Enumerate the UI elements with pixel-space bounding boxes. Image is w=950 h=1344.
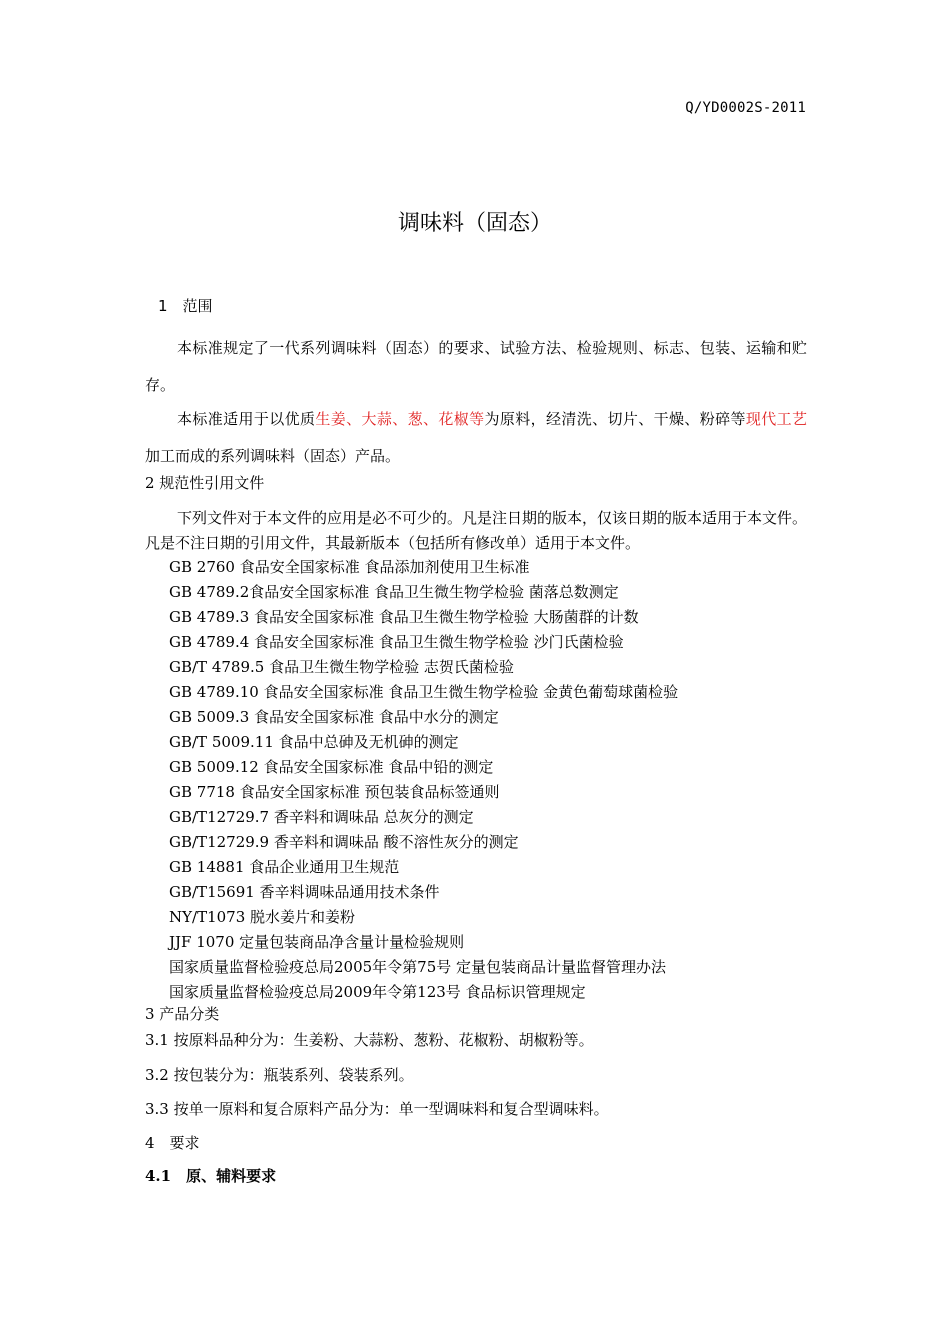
- reference-item: 国家质量监督检验疫总局2005年令第75号 定量包装商品计量监督管理办法: [169, 958, 667, 976]
- para-2-text-2: 为原料，经清洗、切片、干燥、粉碎等: [484, 410, 746, 428]
- section-2-intro: 下列文件对于本文件的应用是必不可少的。凡是注日期的版本，仅该日期的版本适用于本文件。凡是不注日期的引用文件，其最新版本（包括所有修改单）适用于本文件。: [145, 509, 808, 552]
- reference-item: GB/T15691 香辛料调味品通用技术条件: [169, 883, 440, 901]
- para-2-text-3: 加工而成的系列调味料（固态）产品。: [145, 447, 401, 465]
- reference-item: GB/T 5009.11 食品中总砷及无机砷的测定: [169, 733, 459, 751]
- section-3-1: 3.1 按原料品种分为：生姜粉、大蒜粉、葱粉、花椒粉、胡椒粉等。: [145, 1031, 594, 1049]
- section-1-heading: 1 范围: [158, 297, 213, 315]
- reference-item: GB 7718 食品安全国家标准 预包装食品标签通则: [169, 783, 500, 801]
- para-2-highlight-process: 现代工艺: [745, 410, 807, 428]
- section-3-2: 3.2 按包装分为：瓶装系列、袋装系列。: [145, 1066, 414, 1084]
- section-4-heading: 4 要求: [145, 1134, 200, 1152]
- reference-item: GB/T12729.7 香辛料和调味品 总灰分的测定: [169, 808, 474, 826]
- reference-item: 国家质量监督检验疫总局2009年令第123号 食品标识管理规定: [169, 983, 586, 1001]
- reference-item: GB 4789.10 食品安全国家标准 食品卫生微生物学检验 金黄色葡萄球菌检验: [169, 683, 679, 701]
- section-2-heading: 2 规范性引用文件: [145, 474, 265, 492]
- section-1-para-2: [145, 401, 807, 475]
- reference-item: GB/T 4789.5 食品卫生微生物学检验 志贺氏菌检验: [169, 658, 514, 676]
- reference-item: GB 5009.12 食品安全国家标准 食品中铅的测定: [169, 758, 494, 776]
- reference-item: GB 14881 食品企业通用卫生规范: [169, 858, 400, 876]
- para-2-text-1: 本标准适用于以优质: [177, 410, 316, 428]
- reference-item: GB 4789.3 食品安全国家标准 食品卫生微生物学检验 大肠菌群的计数: [169, 608, 639, 626]
- reference-item: GB 2760 食品安全国家标准 食品添加剂使用卫生标准: [169, 558, 530, 576]
- section-3-heading: 3 产品分类: [145, 1005, 220, 1023]
- para-2-highlight-ingredients: 生姜、大蒜、葱、花椒等: [315, 410, 485, 428]
- reference-item: GB/T12729.9 香辛料和调味品 酸不溶性灰分的测定: [169, 833, 519, 851]
- document-title: 调味料（固态）: [397, 211, 552, 236]
- reference-list: [169, 555, 678, 1005]
- standard-code: Q/YD0002S-2011: [685, 100, 806, 116]
- reference-item: NY/T1073 脱水姜片和姜粉: [169, 908, 356, 926]
- section-4-1-heading: 4.1 原、辅料要求: [145, 1167, 277, 1185]
- reference-item: JJF 1070 定量包装商品净含量计量检验规则: [169, 933, 465, 951]
- section-1-para-1: 本标准规定了一代系列调味料（固态）的要求、试验方法、检验规则、标志、包装、运输和贮存。: [145, 339, 807, 394]
- section-3-3: 3.3 按单一原料和复合原料产品分为：单一型调味料和复合型调味料。: [145, 1100, 609, 1118]
- reference-item: GB 4789.2食品安全国家标准 食品卫生微生物学检验 菌落总数测定: [169, 583, 619, 601]
- reference-item: GB 5009.3 食品安全国家标准 食品中水分的测定: [169, 708, 499, 726]
- reference-item: GB 4789.4 食品安全国家标准 食品卫生微生物学检验 沙门氏菌检验: [169, 633, 624, 651]
